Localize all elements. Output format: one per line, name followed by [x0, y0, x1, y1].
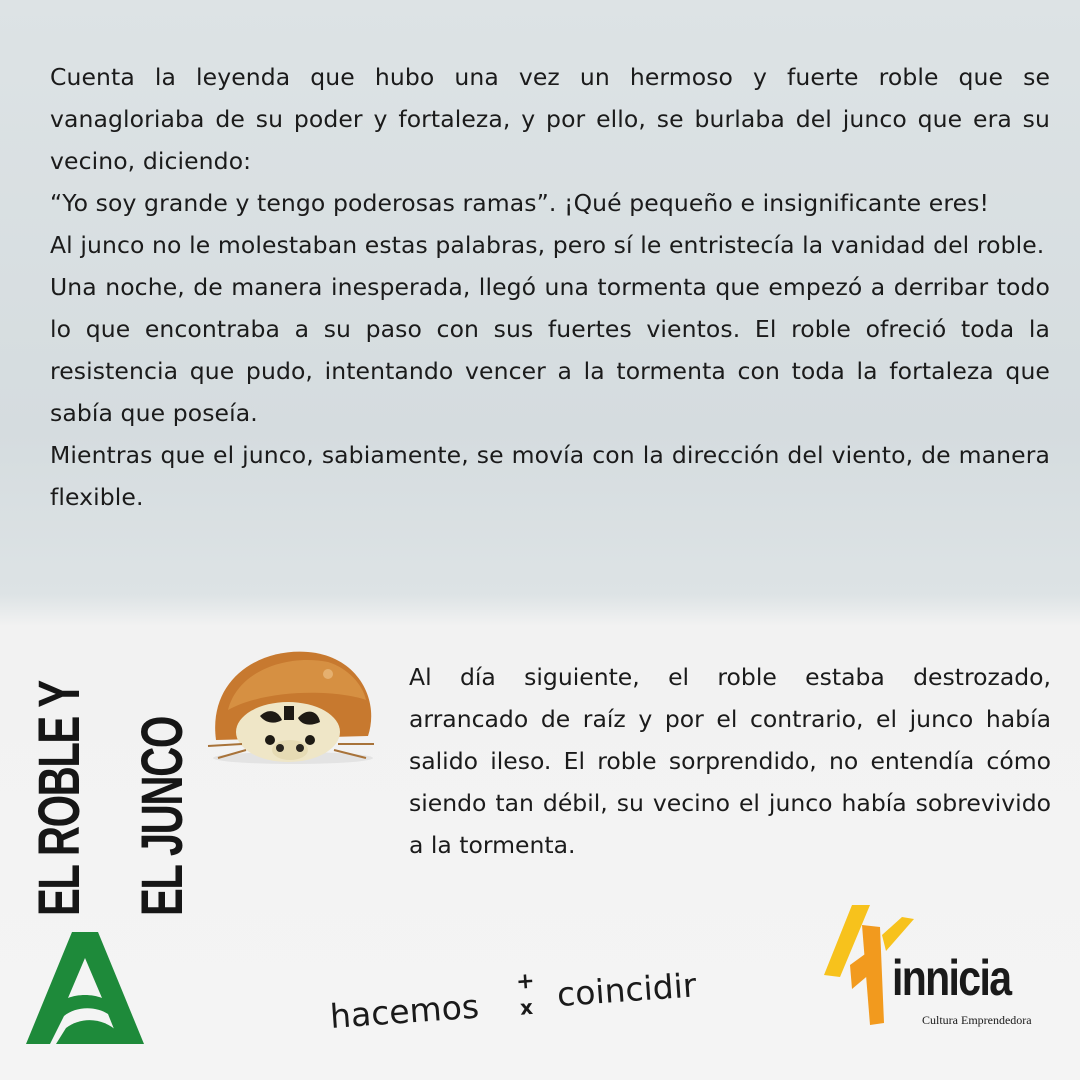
- brand-tagline: Cultura Emprendedora: [922, 1013, 1032, 1027]
- plus-icon: +: [515, 968, 536, 995]
- story-paragraph: “Yo soy grande y tengo poderosas ramas”. ¡Qué pequeño e insignificante eres!: [50, 189, 990, 217]
- story-paragraph: Mientras que el junco, sabiamente, se movía con la dirección del viento, de manera flexible.: [50, 441, 1050, 511]
- story-ending: [409, 656, 1051, 866]
- innicia-logo: [822, 905, 1052, 1035]
- title-line-1: EL ROBLE Y: [27, 681, 92, 916]
- story-paragraph: Cuenta la leyenda que hubo una vez un hermoso y fuerte roble que se vanagloriaba de su poder y fortaleza, y por ello, se burlaba del junco que era su vecino, diciendo:: [50, 63, 1050, 175]
- slogan-word-1: hacemos: [328, 986, 481, 1036]
- junta-andalucia-logo: [26, 932, 144, 1044]
- story-paragraph: Una noche, de manera inesperada, llegó una tormenta que empezó a derribar todo lo que encontraba a su paso con sus fuertes vientos. El roble ofreció toda la resistencia que pudo, intentando vencer a la tormenta con toda la fortaleza que sabía que poseía.: [50, 273, 1050, 427]
- ladybug-image: [198, 640, 388, 770]
- story-text: [50, 56, 1050, 518]
- story-ending-paragraph: Al día siguiente, el roble estaba destrozado, arrancado de raíz y por el contrario, el junco había salido ileso. El roble sorprendido, no entendía cómo siendo tan débil, su vecino el junco había sobrevivido a la tormenta.: [409, 663, 1051, 859]
- story-paragraph: Al junco no le molestaban estas palabras, pero sí le entristecía la vanidad del roble.: [50, 231, 1045, 259]
- times-icon: x: [519, 994, 534, 1020]
- brand-name: innicia: [892, 950, 1011, 1006]
- slogan-word-2: coincidir: [555, 965, 698, 1015]
- title-line-2: EL JUNCO: [130, 717, 195, 916]
